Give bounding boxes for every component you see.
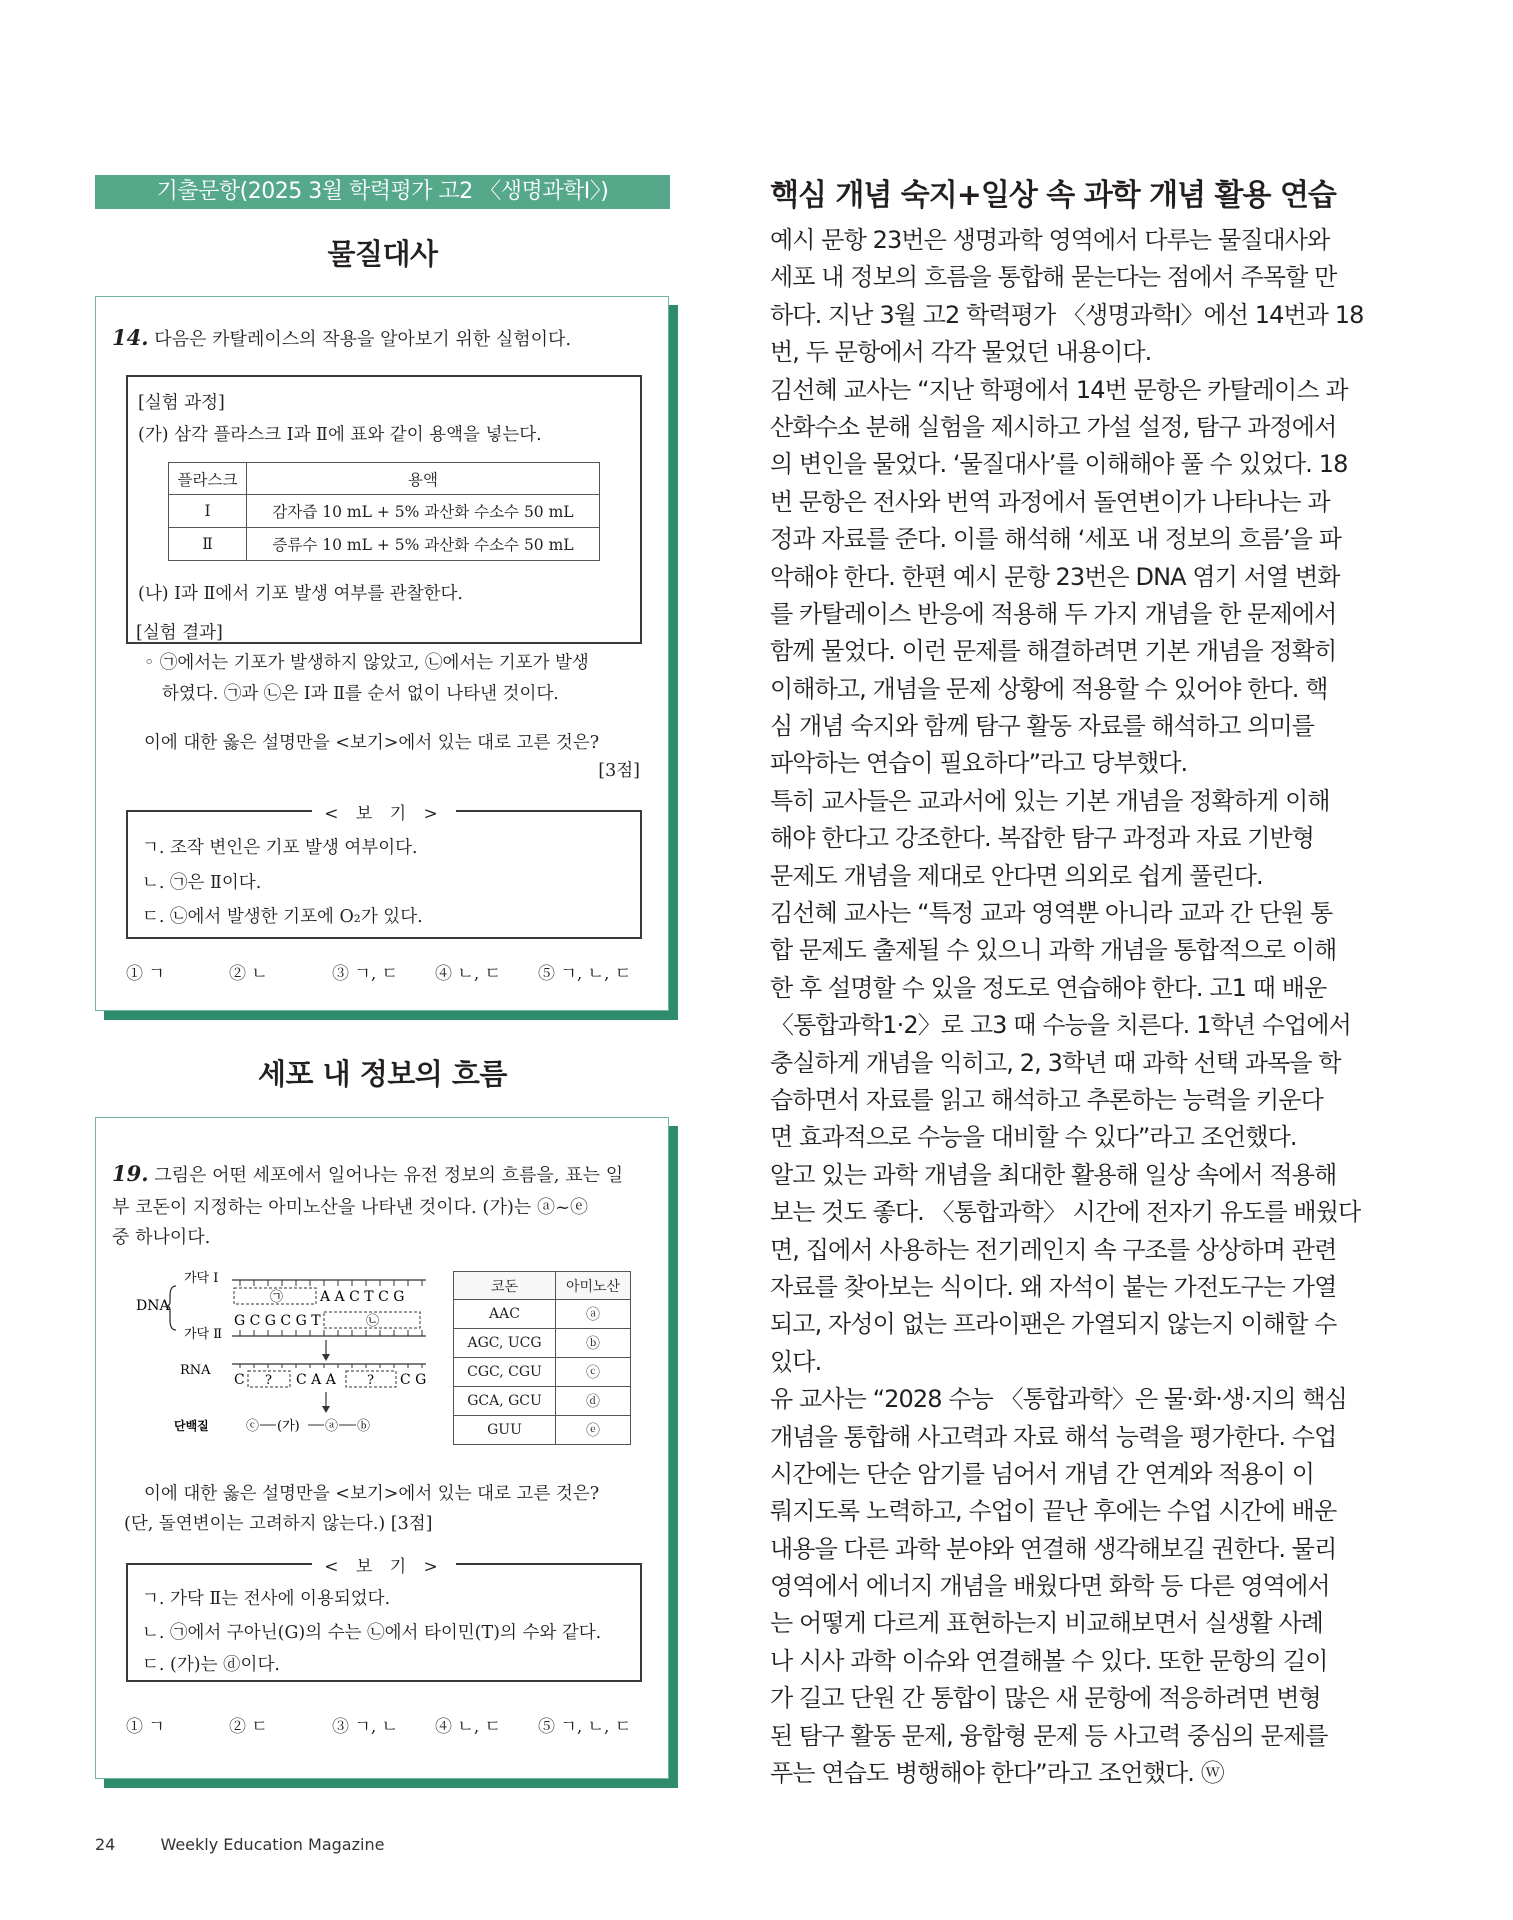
protein-residue: ⓑ [357,1419,371,1434]
page-number: 24 [95,1835,116,1854]
codon-table [453,1271,631,1445]
q14-step-na: (나) Ⅰ과 Ⅱ에서 기포 발생 여부를 관찰한다. [138,584,463,604]
q14-choice[interactable]: ⑤ ㄱ, ㄴ, ㄷ [538,964,632,984]
article-line: 개념을 통합해 사고력과 자료 해석 능력을 평가한다. 수업 [770,1422,1337,1451]
article-line: 나 시사 과학 이슈와 연결해볼 수 있다. 또한 문항의 길이 [770,1646,1328,1675]
q19-stem-line1 [112,1158,623,1191]
q19-stem-text: 그림은 어떤 세포에서 일어나는 유전 정보의 흐름을, 표는 일 [154,1165,624,1186]
box-nieun-mark: ㉡ [366,1314,380,1329]
q14-question: 이에 대한 옳은 설명만을 <보기>에서 있는 대로 고른 것은? [144,733,600,753]
protein-label: 단백질 [174,1419,209,1433]
solution-header: 용액 [247,463,600,495]
q19-choice[interactable]: ② ㄷ [229,1717,268,1737]
q19-choices [126,1712,641,1737]
dna-label: DNA [136,1298,170,1314]
protein-residue: ⓒ [246,1419,260,1434]
q14-result-line2: 하였다. ㉠과 ㉡은 Ⅰ과 Ⅱ를 순서 없이 나타낸 것이다. [162,684,559,704]
section-title-metabolism: 물질대사 [327,237,438,271]
rna-first: C [234,1372,245,1388]
article-line: 자료를 찾아보는 식이다. 왜 자석이 붙는 가전도구는 가열 [770,1272,1337,1301]
article-line: 김선혜 교사는 “특정 교과 영역뿐 아니라 교과 간 단원 통 [770,899,1333,928]
q19-choice[interactable]: ⑤ ㄱ, ㄴ, ㄷ [538,1717,632,1737]
q14-step-ga: (가) 삼각 플라스크 Ⅰ과 Ⅱ에 표와 같이 용액을 넣는다. [138,425,542,445]
article-line: 알고 있는 과학 개념을 최대한 활용해 일상 속에서 적용해 [770,1160,1337,1189]
q19-bogi-title: < 보 기 > [312,1557,456,1577]
question-14-box [95,296,669,1011]
strand2-sequence: G C G C G T [234,1313,321,1329]
article-line: 함께 물었다. 이런 문제를 해결하려면 기본 개념을 정확히 [770,637,1337,666]
q14-flask-table [168,462,600,561]
strand2-label: 가닥 Ⅱ [184,1327,223,1342]
q14-choice[interactable]: ④ ㄴ, ㄷ [435,964,502,984]
article-line: 〈통합과학1·2〉로 고3 때 수능을 치른다. 1학년 수업에서 [770,1011,1351,1040]
q14-bogi-item: ㄷ. ㉡에서 발생한 기포에 O₂가 있다. [142,907,423,927]
q19-choice[interactable]: ③ ㄱ, ㄴ [332,1717,399,1737]
article-line: 한 후 설명할 수 있을 정도로 연습해야 한다. 고1 때 배운 [770,973,1327,1002]
article-body [770,222,1364,1792]
q14-choice[interactable]: ③ ㄱ, ㄷ [332,964,399,984]
codon-header: 코돈 [454,1272,556,1300]
article-line: 되고, 자성이 없는 프라이팬은 가열되지 않는지 이해할 수 [770,1310,1337,1339]
rna-end: C G [400,1372,427,1388]
article-line: 푸는 연습도 병행해야 한다”라고 조언했다. ⓦ [770,1759,1224,1788]
article-line: 번, 두 문항에서 각각 물었던 내용이다. [770,338,1152,367]
q14-bogi-item: ㄱ. 조작 변인은 기포 발생 여부이다. [142,838,418,858]
q14-experiment-box [126,375,642,644]
article-line: 악해야 한다. 한편 예시 문항 23번은 DNA 염기 서열 변화 [770,562,1340,591]
article-line: 예시 문항 23번은 생명과학 영역에서 다루는 물질대사와 [770,226,1330,254]
solution-cell: 감자즙 10 mL + 5% 과산화 수소수 50 mL [247,495,600,528]
article-line: 번 문항은 전사와 번역 과정에서 돌연변이가 나타나는 과 [770,487,1330,516]
article-line: 가 길고 단원 간 통합이 많은 새 문항에 적응하려면 변형 [770,1684,1321,1713]
q19-choice[interactable]: ④ ㄴ, ㄷ [435,1717,502,1737]
article-line: 유 교사는 “2028 수능 〈통합과학〉은 물·화·생·지의 핵심 [770,1385,1347,1414]
q19-choice[interactable]: ① ㄱ [126,1717,165,1737]
magazine-name: Weekly Education Magazine [160,1835,385,1854]
article-line: 세포 내 정보의 흐름을 통합해 묻는다는 점에서 주목할 만 [770,263,1337,292]
q19-stem-line2: 부 코돈이 지정하는 아미노산을 나타낸 것이다. (가)는 ⓐ~ⓔ [112,1197,589,1218]
amino-cell: ⓑ [556,1329,631,1358]
amino-acid-header: 아미노산 [556,1272,631,1300]
article-line: 내용을 다른 과학 분야와 연결해 생각해보길 권한다. 물리 [770,1534,1337,1563]
article-line: 이해하고, 개념을 문제 상황에 적용할 수 있어야 한다. 핵 [770,674,1328,703]
article-line: 보는 것도 좋다. 〈통합과학〉 시간에 전자기 유도를 배웠다 [770,1198,1361,1227]
strand1-sequence: A A C T C G [320,1289,405,1305]
article-line: 충실하게 개념을 익히고, 2, 3학년 때 과학 선택 과목을 학 [770,1048,1341,1077]
codon-cell: GUU [454,1416,556,1445]
codon-cell: GCA, GCU [454,1387,556,1416]
article-line: 면, 집에서 사용하는 전기레인지 속 구조를 상상하며 관련 [770,1235,1337,1264]
codon-cell: AAC [454,1300,556,1329]
article-line: 면 효과적으로 수능을 대비할 수 있다”라고 조언했다. [770,1123,1297,1152]
q14-result-label: [실험 결과] [136,623,223,643]
section-title-info-flow: 세포 내 정보의 흐름 [258,1057,507,1091]
q19-question2: (단, 돌연변이는 고려하지 않는다.) [3점] [124,1514,433,1534]
q19-question1: 이에 대한 옳은 설명만을 <보기>에서 있는 대로 고른 것은? [144,1484,600,1504]
article-line: 합 문제도 출제될 수 있으니 과학 개념을 통합적으로 이해 [770,936,1337,965]
strand1-label: 가닥 Ⅰ [184,1271,219,1286]
flask-header: 플라스크 [169,463,247,495]
source-banner: 기출문항(2025 3월 학력평가 고2 〈생명과학Ⅰ〉) [95,175,670,209]
q14-points: [3점] [598,761,640,781]
solution-cell: 증류수 10 mL + 5% 과산화 수소수 50 mL [247,528,600,561]
q14-number: 14. [112,325,149,350]
codon-cell: CGC, CGU [454,1358,556,1387]
q14-bogi-box [126,804,642,939]
question-19-box [95,1117,669,1779]
page-footer [95,1835,384,1854]
q14-result-line1: ◦ ㉠에서는 기포가 발생하지 않았고, ㉡에서는 기포가 발생 [144,653,589,673]
article-line: 습하면서 자료를 읽고 해석하고 추론하는 능력을 키운다 [770,1085,1323,1114]
q14-process-label: [실험 과정] [138,393,225,413]
article-line: 김선혜 교사는 “지난 학평에서 14번 문항은 카탈레이스 과 [770,375,1348,404]
q14-choice[interactable]: ① ㄱ [126,964,165,984]
rna-unknown: ? [265,1373,272,1388]
article-line: 산화수소 분해 실험을 제시하고 가설 설정, 탐구 과정에서 [770,412,1337,441]
q14-choice[interactable]: ② ㄴ [229,964,268,984]
q14-bogi-item: ㄴ. ㉠은 Ⅱ이다. [142,873,262,893]
protein-residue-ga: (가) [277,1419,300,1434]
article-line: 심 개념 숙지와 함께 탐구 활동 자료를 해석하고 의미를 [770,712,1315,741]
q14-bogi-title: < 보 기 > [312,804,456,824]
flask-cell: Ⅰ [169,495,247,528]
article-line: 파악하는 연습이 필요하다”라고 당부했다. [770,749,1188,778]
article-line: 뤄지도록 노력하고, 수업이 끝난 후에는 수업 시간에 배운 [770,1497,1337,1526]
codon-cell: AGC, UCG [454,1329,556,1358]
q19-number: 19. [112,1161,149,1186]
q19-bogi-item: ㄱ. 가닥 Ⅱ는 전사에 이용되었다. [142,1589,391,1609]
amino-cell: ⓒ [556,1358,631,1387]
flask-cell: Ⅱ [169,528,247,561]
box-giyeok-mark: ㉠ [270,1290,284,1305]
protein-residue: ⓐ [325,1419,339,1434]
article-line: 정과 자료를 준다. 이를 해석해 ‘세포 내 정보의 흐름’을 파 [770,525,1341,554]
dna-diagram [136,1268,446,1438]
article-line: 의 변인을 물었다. ‘물질대사’를 이해해야 풀 수 있었다. 18 [770,450,1348,479]
amino-cell: ⓔ [556,1416,631,1445]
rna-label: RNA [180,1363,211,1378]
q19-bogi-item: ㄷ. (가)는 ⓓ이다. [142,1655,280,1675]
article-line: 특히 교사들은 교과서에 있는 기본 개념을 정확하게 이해 [770,786,1330,815]
article-line: 를 카탈레이스 반응에 적용해 두 가지 개념을 한 문제에서 [770,599,1337,628]
article-line: 시간에는 단순 암기를 넘어서 개념 간 연계와 적용이 이 [770,1459,1315,1488]
q19-bogi-item: ㄴ. ㉠에서 구아닌(G)의 수는 ㉡에서 타이민(T)의 수와 같다. [142,1623,602,1643]
article-line: 해야 한다고 강조한다. 복잡한 탐구 과정과 자료 기반형 [770,824,1315,853]
q19-stem-line3: 중 하나이다. [112,1227,211,1248]
amino-cell: ⓓ [556,1387,631,1416]
amino-cell: ⓐ [556,1300,631,1329]
q14-choices [126,959,641,984]
q14-stem [112,322,571,355]
article-line: 있다. [770,1347,822,1376]
q19-bogi-box [126,1557,642,1682]
article-line: 문제도 개념을 제대로 안다면 의외로 쉽게 풀린다. [770,861,1263,890]
q14-stem-text: 다음은 카탈레이스의 작용을 알아보기 위한 실험이다. [154,329,572,350]
article-line: 된 탐구 활동 문제, 융합형 문제 등 사고력 중심의 문제를 [770,1721,1328,1750]
rna-unknown: ? [367,1373,374,1388]
article-line: 영역에서 에너지 개념을 배웠다면 화학 등 다른 영역에서 [770,1572,1330,1601]
article-line: 는 어떻게 다르게 표현하는지 비교해보면서 실생활 사례 [770,1609,1323,1638]
rna-middle: C A A [296,1372,336,1388]
article-title: 핵심 개념 숙지+일상 속 과학 개념 활용 연습 [770,178,1336,213]
article-line: 하다. 지난 3월 고2 학력평가 〈생명과학Ⅰ〉에선 14번과 18 [770,300,1364,329]
